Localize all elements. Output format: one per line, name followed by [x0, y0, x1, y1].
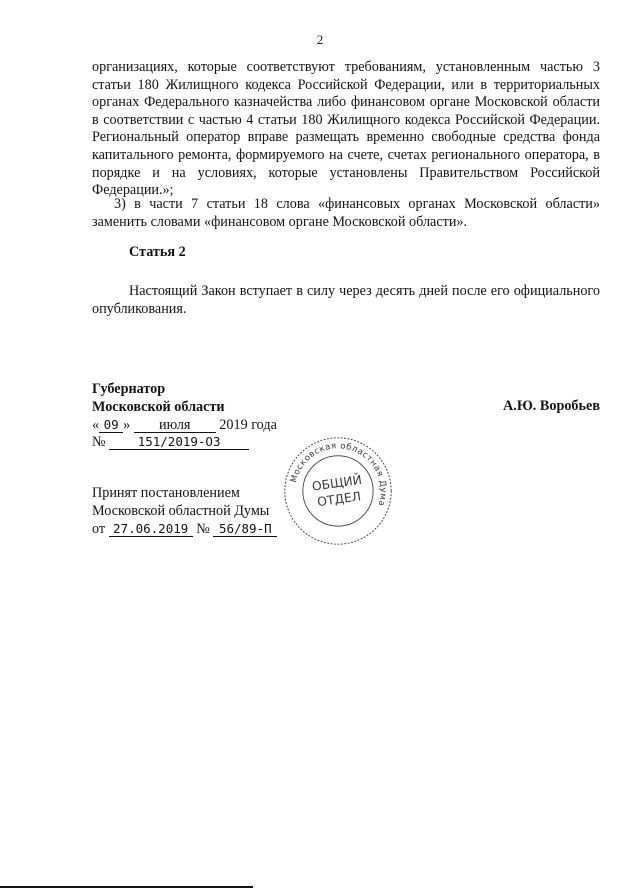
date-day: 09 [99, 418, 123, 433]
paragraph-text: организациях, которые соответствуют требованиям, установленным частью 3 статьи 180 Жилищного кодекса Российской Федерации, или в территориальных органах Федерального казначейства либо финансовом органе Московской области в соответствии с частью 4 статьи 180 Жилищного кодекса Российской Федерации. Региональный оператор вправе размещать временно свободные средства фонда капитального ремонта, формируемого на счете, счетах регионального оператора, в порядке и на условиях, которые установлены Правительством Российской Федерации.»; [92, 59, 600, 199]
official-stamp [281, 434, 395, 548]
stamp-center-line1: ОБЩИЙ [311, 472, 363, 494]
stamp-center-line2: ОТДЕЛ [316, 489, 362, 510]
adoption-number: 56/89-П [213, 522, 277, 537]
stamp-ring-text: Московская областная Дума [289, 441, 388, 508]
quote-open: « [92, 417, 100, 433]
adoption-date: 27.06.2019 [109, 522, 193, 537]
stamp-outer-ring [285, 438, 391, 544]
adoption-date-number [92, 520, 277, 538]
paragraph-text: 3) в части 7 статьи 18 слова «финансовых органах Московской области» заменить словами «финансовом органе Московской области». [92, 196, 600, 230]
quote-close: » [123, 417, 131, 433]
date-year: 2019 года [219, 417, 277, 433]
signing-date [92, 416, 277, 434]
article-heading: Статья 2 [129, 244, 186, 260]
paragraph-effective-date [92, 283, 600, 318]
governor-name: А.Ю. Воробьев [503, 398, 600, 414]
governor-title-line1: Губернатор [92, 381, 166, 397]
adoption-line2: Московской областной Думы [92, 503, 270, 519]
law-number [92, 433, 249, 451]
paragraph-amendment [92, 196, 600, 231]
number-label: № [92, 434, 106, 450]
governor-title-line2: Московской области [92, 399, 225, 415]
paragraph-text: Настоящий Закон вступает в силу через десять дней после его официального опубликования. [92, 283, 600, 317]
paragraph-continuation [92, 59, 600, 200]
adoption-number-label: № [196, 521, 210, 537]
bottom-rule [0, 886, 253, 888]
date-month: июля [134, 418, 216, 433]
from-label: от [92, 521, 106, 537]
page-number: 2 [316, 32, 324, 47]
number-value: 151/2019-ОЗ [109, 435, 249, 450]
adoption-line1: Принят постановлением [92, 485, 240, 501]
